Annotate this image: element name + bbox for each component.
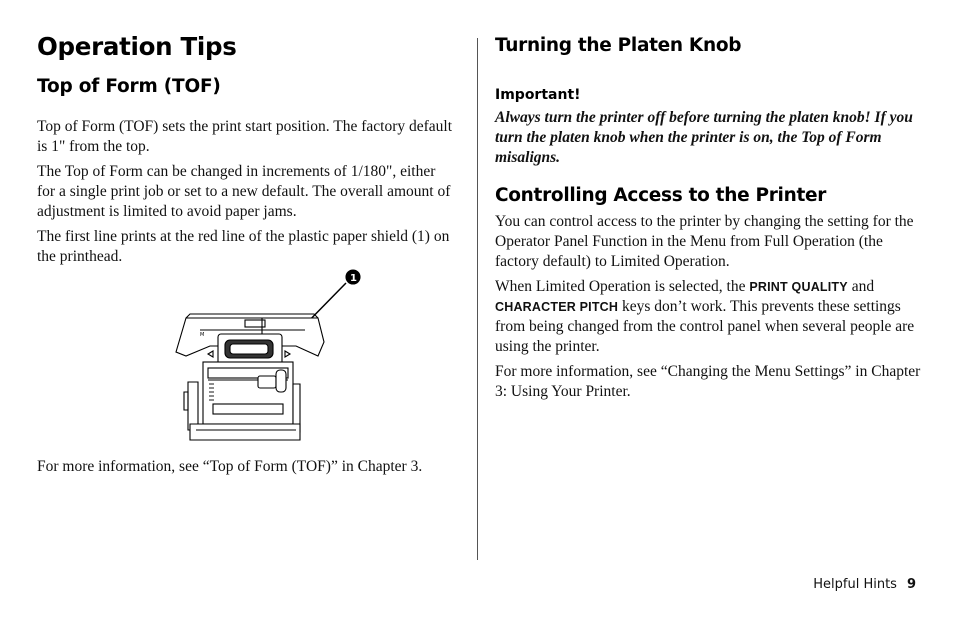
column-divider — [477, 38, 478, 560]
tof-paragraph-3: The first line prints at the red line of the plastic paper shield (1) on the printhead. — [37, 228, 450, 265]
printhead-illustration — [170, 268, 370, 448]
tof-paragraph-2: The Top of Form can be changed in increments of 1/180", either for a single print job or set to a new default. The overall amount of adjustment is limited to avoid paper jams. — [37, 163, 451, 220]
a2-post: keys don’t work. This prevents these settings from being changed from the control panel when several people are using the printer. — [495, 298, 915, 355]
page-number: 9 — [906, 577, 916, 592]
tof-paragraph-4: For more information, see “Top of Form (TOF)” in Chapter 3. — [37, 458, 423, 475]
page-title: Operation Tips — [37, 32, 237, 61]
character-pitch-key: CHARACTER PITCH — [495, 300, 619, 314]
tof-paragraph-1: Top of Form (TOF) sets the print start position. The factory default is 1" from the top. — [37, 118, 453, 155]
access-paragraph-3: For more information, see “Changing the Menu Settings” in Chapter 3: Using Your Printer. — [495, 363, 921, 400]
print-quality-key: PRINT QUALITY — [749, 280, 848, 294]
important-label: Important! — [495, 87, 581, 103]
figure-callout-label: 1 — [350, 273, 357, 284]
platen-heading: Turning the Platen Knob — [495, 35, 742, 56]
access-paragraph-2 — [495, 277, 920, 357]
a2-mid: and — [847, 278, 875, 295]
access-paragraph-1: You can control access to the printer by changing the setting for the Operator Panel Function in the Menu from Full Operation (the factory default) to Limited Operation. — [495, 213, 914, 270]
page-footer — [813, 577, 916, 592]
important-warning: Always turn the printer off before turning the platen knob! If you turn the platen knob when the printer is on, the Top of Form misaligns. — [495, 109, 913, 166]
a2-pre: When Limited Operation is selected, the — [495, 278, 750, 295]
figure-m-label: M — [200, 332, 205, 338]
footer-section: Helpful Hints — [813, 577, 897, 592]
tof-heading: Top of Form (TOF) — [37, 76, 221, 97]
access-heading: Controlling Access to the Printer — [495, 185, 827, 206]
